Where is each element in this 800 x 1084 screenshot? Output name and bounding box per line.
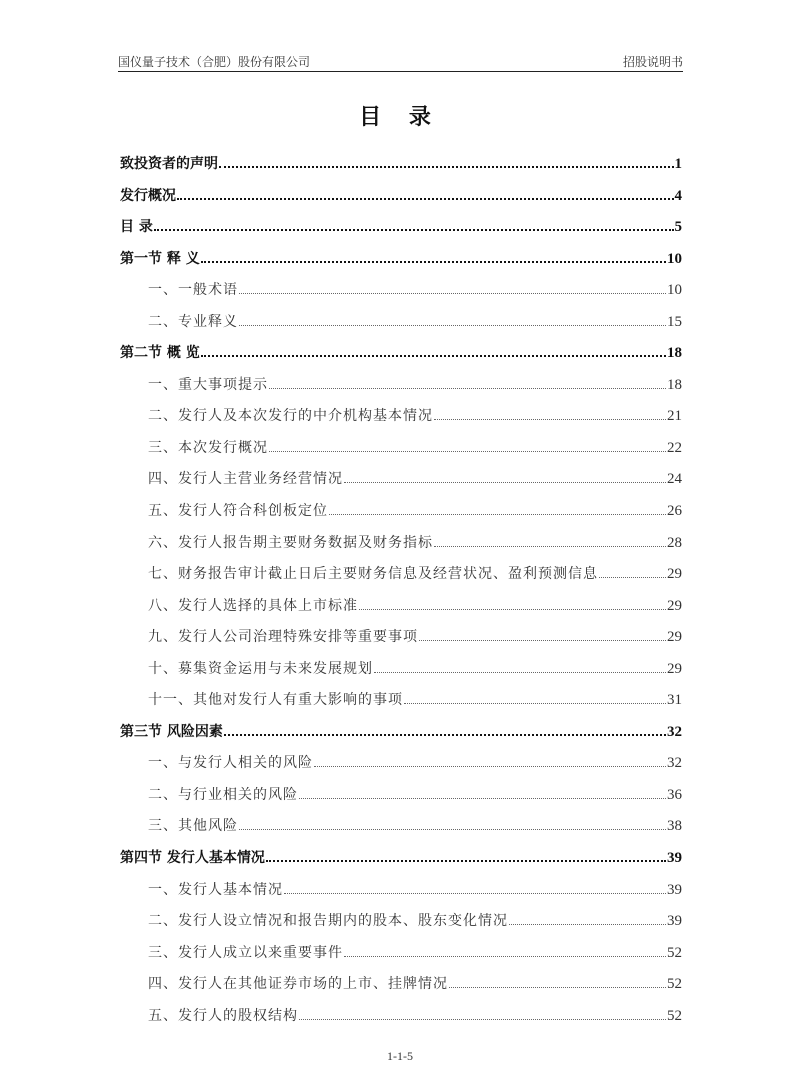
toc-entry[interactable]	[120, 341, 682, 373]
toc-entry-label: 一、发行人基本情况	[148, 881, 283, 898]
toc-entry-page: 26	[667, 503, 682, 520]
toc-entry[interactable]	[120, 247, 682, 279]
dot-leader	[201, 347, 666, 357]
toc-subentry[interactable]	[120, 436, 682, 468]
toc-entry[interactable]	[120, 846, 682, 878]
toc-entry-page: 28	[667, 534, 682, 551]
toc-entry-page: 39	[667, 913, 682, 930]
toc-entry-label: 七、财务报告审计截止日后主要财务信息及经营状况、盈利预测信息	[148, 566, 598, 583]
toc-entry-page: 52	[667, 976, 682, 993]
dot-leader	[266, 852, 666, 862]
table-of-contents	[120, 152, 682, 1035]
toc-subentry[interactable]	[120, 594, 682, 626]
dot-leader	[299, 1010, 666, 1020]
toc-subentry[interactable]	[120, 310, 682, 342]
toc-subentry[interactable]	[120, 751, 682, 783]
dot-leader	[219, 158, 674, 168]
toc-entry-label: 十、募集资金运用与未来发展规划	[148, 660, 373, 677]
toc-entry-label: 一、重大事项提示	[148, 376, 268, 393]
toc-subentry[interactable]	[120, 562, 682, 594]
toc-subentry[interactable]	[120, 972, 682, 1004]
dot-leader	[344, 473, 666, 483]
toc-entry-label: 二、发行人设立情况和报告期内的股本、股东变化情况	[148, 913, 508, 930]
toc-entry-label: 六、发行人报告期主要财务数据及财务指标	[148, 534, 433, 551]
page-title: 目 录	[359, 105, 441, 130]
toc-subentry[interactable]	[120, 941, 682, 973]
dot-leader	[314, 757, 666, 767]
toc-entry-page: 18	[667, 345, 682, 362]
dot-leader	[329, 505, 666, 515]
dot-leader	[269, 442, 666, 452]
toc-entry-label: 二、发行人及本次发行的中介机构基本情况	[148, 408, 433, 425]
dot-leader	[239, 820, 666, 830]
page-number: 1-1-5	[387, 1049, 413, 1063]
toc-entry-page: 39	[667, 881, 682, 898]
dot-leader	[599, 568, 666, 578]
toc-entry-label: 第四节 发行人基本情况	[120, 850, 265, 867]
toc-entry-label: 发行概况	[120, 187, 176, 204]
toc-entry-label: 十一、其他对发行人有重大影响的事项	[148, 692, 403, 709]
toc-entry-page: 5	[674, 219, 682, 236]
toc-subentry[interactable]	[120, 278, 682, 310]
toc-entry-label: 八、发行人选择的具体上市标准	[148, 597, 358, 614]
toc-entry[interactable]	[120, 720, 682, 752]
toc-entry-label: 三、发行人成立以来重要事件	[148, 944, 343, 961]
dot-leader	[177, 190, 674, 200]
dot-leader	[201, 253, 666, 263]
toc-entry-page: 21	[667, 408, 682, 425]
toc-subentry[interactable]	[120, 657, 682, 689]
toc-entry-label: 九、发行人公司治理特殊安排等重要事项	[148, 629, 418, 646]
toc-entry-page: 4	[674, 187, 682, 204]
dot-leader	[344, 947, 666, 957]
toc-entry-page: 29	[667, 566, 682, 583]
toc-subentry[interactable]	[120, 467, 682, 499]
toc-entry[interactable]	[120, 184, 682, 216]
toc-entry-page: 10	[667, 250, 682, 267]
toc-entry-page: 10	[667, 282, 682, 299]
toc-subentry[interactable]	[120, 625, 682, 657]
dot-leader	[239, 284, 666, 294]
toc-entry-page: 38	[667, 818, 682, 835]
toc-entry-label: 二、专业释义	[148, 313, 238, 330]
toc-entry-label: 三、其他风险	[148, 818, 238, 835]
toc-subentry[interactable]	[120, 878, 682, 910]
header-company-name: 国仪量子技术（合肥）股份有限公司	[118, 55, 311, 69]
toc-subentry[interactable]	[120, 1004, 682, 1036]
dot-leader	[434, 410, 666, 420]
toc-entry-page: 1	[674, 156, 682, 172]
dot-leader	[284, 884, 666, 894]
toc-entry-label: 五、发行人符合科创板定位	[148, 503, 328, 520]
toc-entry-page: 22	[667, 439, 682, 456]
dot-leader	[299, 789, 666, 799]
toc-entry-page: 24	[667, 471, 682, 488]
header-document-type: 招股说明书	[622, 55, 683, 69]
toc-entry-label: 一、与发行人相关的风险	[148, 755, 313, 772]
toc-entry-page: 52	[667, 1007, 682, 1024]
toc-entry-label: 四、发行人主营业务经营情况	[148, 471, 343, 488]
toc-entry-label: 第二节 概 览	[120, 345, 200, 362]
toc-entry-label: 二、与行业相关的风险	[148, 786, 298, 803]
toc-subentry[interactable]	[120, 404, 682, 436]
dot-leader	[374, 663, 666, 673]
toc-subentry[interactable]	[120, 688, 682, 720]
toc-subentry[interactable]	[120, 531, 682, 563]
toc-subentry[interactable]	[120, 783, 682, 815]
toc-entry-page: 29	[667, 660, 682, 677]
toc-subentry[interactable]	[120, 814, 682, 846]
dot-leader	[419, 631, 666, 641]
toc-entry-label: 三、本次发行概况	[148, 439, 268, 456]
toc-entry-page: 52	[667, 944, 682, 961]
toc-entry-page: 39	[667, 850, 682, 867]
toc-entry-label: 一、一般术语	[148, 282, 238, 299]
toc-entry-page: 29	[667, 629, 682, 646]
toc-entry-page: 31	[667, 692, 682, 709]
toc-subentry[interactable]	[120, 909, 682, 941]
toc-subentry[interactable]	[120, 499, 682, 531]
dot-leader	[269, 379, 666, 389]
toc-entry-label: 四、发行人在其他证券市场的上市、挂牌情况	[148, 976, 448, 993]
toc-entry-page: 32	[667, 755, 682, 772]
toc-entry[interactable]	[120, 152, 682, 184]
toc-subentry[interactable]	[120, 373, 682, 405]
dot-leader	[449, 978, 666, 988]
toc-entry[interactable]	[120, 215, 682, 247]
toc-entry-label: 致投资者的声明	[120, 156, 218, 172]
toc-entry-page: 32	[667, 723, 682, 740]
toc-entry-label: 目 录	[120, 219, 153, 236]
toc-entry-label: 第三节 风险因素	[120, 723, 223, 740]
dot-leader	[154, 221, 674, 231]
toc-entry-page: 29	[667, 597, 682, 614]
toc-entry-label: 第一节 释 义	[120, 250, 200, 267]
toc-entry-label: 五、发行人的股权结构	[148, 1007, 298, 1024]
dot-leader	[224, 726, 666, 736]
toc-entry-page: 18	[667, 376, 682, 393]
dot-leader	[509, 915, 666, 925]
dot-leader	[359, 600, 666, 610]
dot-leader	[404, 694, 666, 704]
dot-leader	[239, 316, 666, 326]
dot-leader	[434, 537, 666, 547]
page-header	[118, 52, 683, 72]
toc-entry-page: 36	[667, 786, 682, 803]
toc-entry-page: 15	[667, 313, 682, 330]
